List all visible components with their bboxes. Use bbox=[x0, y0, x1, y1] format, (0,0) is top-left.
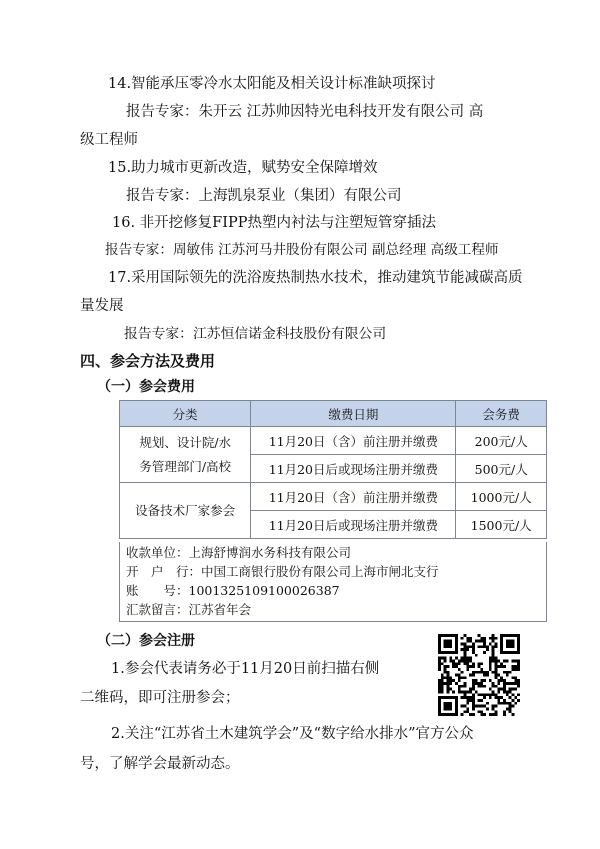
payment-info bbox=[119, 542, 547, 622]
fee-cell: 1000元/人 bbox=[456, 483, 547, 511]
item-15-title: 15.助力城市更新改造，赋势安全保障增效 bbox=[108, 160, 378, 176]
reg-paragraph-2: 2.关注“江苏省土木建筑学会”及“数字给水排水”官方公众 bbox=[111, 726, 474, 742]
category-cell: 设备技术厂家参会 bbox=[120, 483, 251, 539]
fee-heading: （一）参会费用 bbox=[97, 379, 195, 395]
fee-cell: 500元/人 bbox=[456, 455, 547, 483]
item-15-expert: 报告专家：上海凯泉泵业（集团）有限公司 bbox=[126, 188, 402, 204]
table-header-row bbox=[120, 401, 547, 427]
item-16-title: 16. 非开挖修复FIPP热塑内衬法与注塑短管穿插法 bbox=[112, 215, 436, 231]
item-16-expert: 报告专家：周敏伟 江苏河马井股份有限公司 副总经理 高级工程师 bbox=[105, 242, 499, 258]
item-14-title: 14.智能承压零冷水太阳能及相关设计标准缺项探讨 bbox=[108, 76, 436, 92]
registration-heading: （二）参会注册 bbox=[97, 633, 195, 649]
date-cell: 11月20日（含）前注册并缴费 bbox=[251, 483, 456, 511]
item-17-title: 17.采用国际领先的洗浴废热制热水技术，推动建筑节能减碳高质 bbox=[108, 270, 523, 286]
item-17-expert: 报告专家：江苏恒信诺金科技股份有限公司 bbox=[124, 326, 387, 342]
reg-paragraph-1: 1.参会代表请务必于11月20日前扫描右侧 bbox=[111, 661, 380, 677]
category-line: 务管理部门/高校 bbox=[139, 458, 232, 474]
category-line: 规划、设计院/水 bbox=[139, 434, 232, 450]
header-category: 分类 bbox=[120, 401, 251, 427]
qr-code-icon[interactable] bbox=[438, 634, 520, 716]
date-cell: 11月20日后或现场注册并缴费 bbox=[251, 455, 456, 483]
header-date: 缴费日期 bbox=[251, 401, 456, 427]
account: 账 号：1001325109100026387 bbox=[126, 583, 340, 598]
date-cell: 11月20日后或现场注册并缴费 bbox=[251, 511, 456, 539]
category-cell bbox=[120, 427, 251, 483]
fee-table bbox=[119, 400, 547, 539]
bank: 开 户 行：中国工商银行股份有限公司上海市闸北支行 bbox=[126, 564, 439, 579]
table-row bbox=[120, 427, 547, 455]
header-fee: 会务费 bbox=[456, 401, 547, 427]
payee: 收款单位：上海舒博润水务科技有限公司 bbox=[126, 545, 352, 560]
fee-cell: 200元/人 bbox=[456, 427, 547, 455]
item-14-expert-cont: 级工程师 bbox=[80, 132, 138, 148]
table-row bbox=[120, 483, 547, 511]
item-14-expert: 报告专家：朱开云 江苏帅因特光电科技开发有限公司 高 bbox=[126, 104, 484, 120]
item-17-title-cont: 量发展 bbox=[80, 298, 124, 314]
date-cell: 11月20日（含）前注册并缴费 bbox=[251, 427, 456, 455]
fee-cell: 1500元/人 bbox=[456, 511, 547, 539]
section-heading: 四、参会方法及费用 bbox=[80, 352, 216, 370]
remark: 汇款留言：江苏省年会 bbox=[126, 602, 252, 617]
reg-paragraph-2-cont: 号，了解学会最新动态。 bbox=[80, 756, 240, 772]
reg-paragraph-1-cont: 二维码，即可注册参会； bbox=[80, 690, 240, 706]
